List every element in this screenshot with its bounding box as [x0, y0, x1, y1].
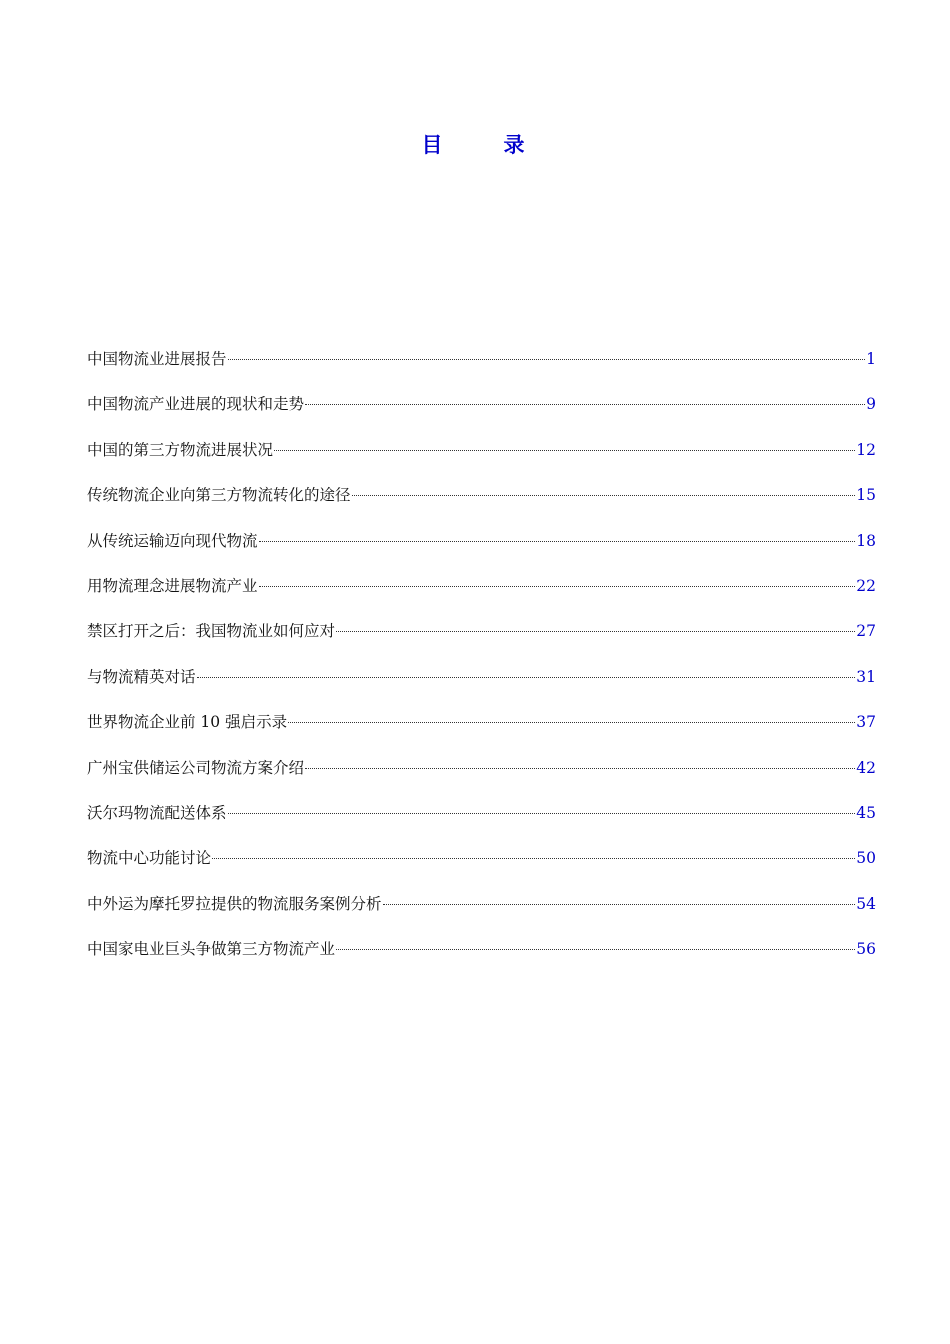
toc-dot-leader [197, 677, 856, 678]
toc-entry-title: 中国物流产业进展的现状和走势 [87, 395, 305, 414]
page-title: 目 录 [421, 133, 545, 157]
toc-entry-title: 中国的第三方物流进展状况 [87, 440, 274, 459]
toc-dot-leader [305, 404, 865, 405]
toc-entry-title: 从传统运输迈向现代物流 [87, 531, 258, 550]
toc-dot-leader [288, 722, 855, 723]
toc-page-number[interactable]: 56 [856, 940, 876, 959]
toc-dot-leader [259, 541, 856, 542]
toc-page-number[interactable]: 45 [856, 803, 876, 822]
toc-entry[interactable] [87, 434, 876, 479]
toc-entry-title: 禁区打开之后：我国物流业如何应对 [87, 622, 336, 641]
toc-page-number[interactable]: 12 [856, 440, 876, 459]
toc-entry[interactable] [87, 888, 876, 933]
toc-dot-leader [305, 768, 855, 769]
toc-page-number[interactable]: 1 [866, 350, 876, 368]
toc-dot-leader [212, 858, 855, 859]
toc-dot-leader [228, 359, 866, 360]
toc-page-number[interactable]: 37 [856, 713, 876, 732]
toc-dot-leader [383, 904, 856, 905]
toc-dot-leader [352, 495, 856, 496]
toc-entry-title: 传统物流企业向第三方物流转化的途径 [87, 486, 351, 505]
toc-entry[interactable] [87, 661, 876, 706]
toc-page-number[interactable]: 54 [856, 894, 876, 913]
toc-entry-title: 广州宝供储运公司物流方案介绍 [87, 758, 305, 777]
toc-entry-title: 中国物流业进展报告 [87, 350, 227, 368]
toc-entry[interactable] [87, 479, 876, 524]
toc-page-number[interactable]: 9 [866, 395, 876, 414]
toc-page-number[interactable]: 42 [856, 758, 876, 777]
toc-dot-leader [259, 586, 856, 587]
toc-entry-title: 中外运为摩托罗拉提供的物流服务案例分析 [87, 894, 382, 913]
toc-page-number[interactable]: 50 [856, 849, 876, 868]
toc-entry[interactable] [87, 797, 876, 842]
toc-entry[interactable] [87, 388, 876, 433]
toc-entry[interactable] [87, 343, 876, 388]
toc-entry[interactable] [87, 752, 876, 797]
toc-dot-leader [228, 813, 856, 814]
table-of-contents [87, 343, 876, 978]
toc-page-number[interactable]: 31 [856, 667, 876, 686]
toc-page-number[interactable]: 27 [856, 622, 876, 641]
toc-page-number[interactable]: 22 [856, 576, 876, 595]
toc-entry[interactable] [87, 525, 876, 570]
toc-entry-title: 中国家电业巨头争做第三方物流产业 [87, 940, 336, 959]
toc-entry-title: 物流中心功能讨论 [87, 849, 212, 868]
toc-entry[interactable] [87, 933, 876, 978]
toc-entry-title: 与物流精英对话 [87, 667, 196, 686]
toc-entry-title: 沃尔玛物流配送体系 [87, 803, 227, 822]
toc-entry[interactable] [87, 842, 876, 887]
toc-page-number[interactable]: 15 [856, 486, 876, 505]
toc-dot-leader [336, 949, 855, 950]
toc-dot-leader [336, 631, 855, 632]
toc-entry[interactable] [87, 570, 876, 615]
toc-dot-leader [274, 450, 855, 451]
toc-entry[interactable] [87, 706, 876, 751]
toc-page-number[interactable]: 18 [856, 531, 876, 550]
toc-entry[interactable] [87, 615, 876, 660]
toc-entry-title: 用物流理念进展物流产业 [87, 576, 258, 595]
toc-entry-title: 世界物流企业前 10 强启示录 [87, 713, 288, 732]
